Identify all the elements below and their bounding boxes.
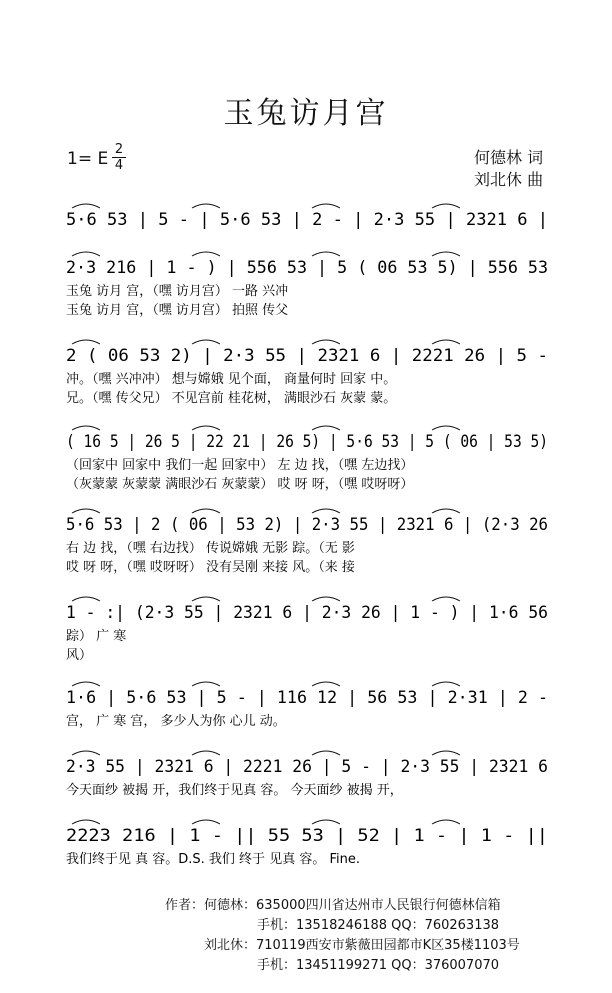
notation-line: ( 16 5 | 26 5 | 22 21 | 26 5) | 5·6 53 | 5 ( 06 | 53 5) <box>66 432 548 452</box>
slur-mark <box>72 682 100 686</box>
footer-phone-line: 手机：13518246188 QQ：760263138 <box>257 918 500 933</box>
slur-mark <box>312 252 340 256</box>
slur-mark <box>72 751 100 755</box>
slur-mark <box>192 597 220 601</box>
slur-mark <box>432 204 460 208</box>
slur-mark <box>432 820 460 824</box>
footer-address-line: 刘北休：710119西安市紫薇田园都市K区35楼1103号 <box>204 938 520 953</box>
slur-mark <box>312 426 340 430</box>
slur-mark <box>72 252 100 256</box>
slur-mark <box>72 509 100 513</box>
slur-mark <box>312 204 340 208</box>
notation-line: 2·3 216 | 1 - ) | 556 53 | 5 ( 06 53 5) | 556 53 <box>66 258 548 278</box>
slur-mark <box>432 682 460 686</box>
slur-mark <box>72 597 100 601</box>
slur-mark <box>72 426 100 430</box>
lyric-line: 兄。（嘿 传父兄） 不见宫前 桂花树， 满眼沙石 灰蒙 蒙。 <box>66 391 397 406</box>
slur-mark <box>312 751 340 755</box>
notation-line: 2 ( 06 53 2) | 2·3 55 | 2321 6 | 2221 26 | 5 - <box>66 346 548 366</box>
lyric-line: 我们终于见 真 容。D.S. 我们 终于 见真 容。 Fine. <box>66 852 360 867</box>
slur-mark <box>192 426 220 430</box>
slur-mark <box>192 252 220 256</box>
lyric-line: 今天面纱 被揭 开，我们终于见真 容。 今天面纱 被揭 开， <box>66 783 403 798</box>
footer-phone-line-2: 手机：13451199271 QQ：376007070 <box>257 958 500 973</box>
notation-line: 1 - :| (2·3 55 | 2321 6 | 2·3 26 | 1 - ) | 1·6 56 <box>66 603 548 623</box>
slur-mark <box>192 340 220 344</box>
lyric-line: 冲。（嘿 兴冲冲） 想与嫦娥 见个面， 商量何时 回家 中。 <box>66 372 397 387</box>
lyric-line: （灰蒙蒙 灰蒙蒙 满眼沙石 灰蒙蒙） 哎 呀 呀，（嘿 哎呀呀） <box>66 477 414 492</box>
slur-mark <box>312 820 340 824</box>
slur-mark <box>192 751 220 755</box>
notation-line: 2·3 55 | 2321 6 | 2221 26 | 5 - | 2·3 55 | 2321 6 <box>66 757 548 777</box>
slur-mark <box>192 509 220 513</box>
lyric-line: 哎 呀 呀，（嘿 哎呀呀） 没有吴刚 来接 风。（来 接 <box>66 560 355 575</box>
slur-mark <box>432 252 460 256</box>
lyric-line: （回家中 回家中 我们一起 回家中） 左 边 找，（嘿 左边找） <box>66 458 414 473</box>
notation-line: 1·6 | 5·6 53 | 5 - | 116 12 | 56 53 | 2·31 | 2 - <box>66 688 548 708</box>
lyric-line: 玉兔 访月 宫，（嘿 访月宫） 拍照 传父 <box>66 303 289 318</box>
time-signature-top: 2 <box>114 142 124 157</box>
slur-mark <box>432 751 460 755</box>
slur-mark <box>312 682 340 686</box>
slur-mark <box>72 340 100 344</box>
key-signature: 1= E <box>67 149 109 169</box>
lyricist-credit: 何德林 词 <box>474 148 544 167</box>
slur-mark <box>192 682 220 686</box>
slur-mark <box>192 820 220 824</box>
slur-mark <box>192 204 220 208</box>
slur-mark <box>432 340 460 344</box>
footer-author-line: 作者：何德林：635000四川省达州市人民银行何德林信箱 <box>165 898 501 913</box>
lyric-line: 宫， 广 寒 宫， 多少人为你 心儿 动。 <box>66 714 286 729</box>
slur-mark <box>72 820 100 824</box>
slur-mark <box>432 509 460 513</box>
song-title: 玉兔访月宫 <box>223 96 389 131</box>
slur-mark <box>312 597 340 601</box>
slur-mark <box>312 509 340 513</box>
slur-mark <box>72 204 100 208</box>
slur-mark <box>432 426 460 430</box>
slur-mark <box>312 340 340 344</box>
composer-credit: 刘北休 曲 <box>474 170 544 189</box>
lyric-line: 踪） 广 寒 <box>66 629 127 644</box>
slur-mark <box>432 597 460 601</box>
notation-line: 5·6 53 | 5 - | 5·6 53 | 2 - | 2·3 55 | 2321 6 | <box>66 210 548 230</box>
notation-line: 2223 216 | 1 - || 55 53 | 52 | 1 - | 1 - || <box>66 826 548 846</box>
lyric-line: 风） <box>66 648 93 663</box>
time-signature-bottom: 4 <box>114 158 124 173</box>
lyric-line: 玉兔 访月 宫，（嘿 访月宫） 一路 兴冲 <box>66 284 289 299</box>
lyric-line: 右 边 找，（嘿 右边找） 传说嫦娥 无影 踪。（无 影 <box>66 541 355 556</box>
notation-line: 5·6 53 | 2 ( 06 | 53 2) | 2·3 55 | 2321 6 | (2·3 26 <box>66 515 548 535</box>
